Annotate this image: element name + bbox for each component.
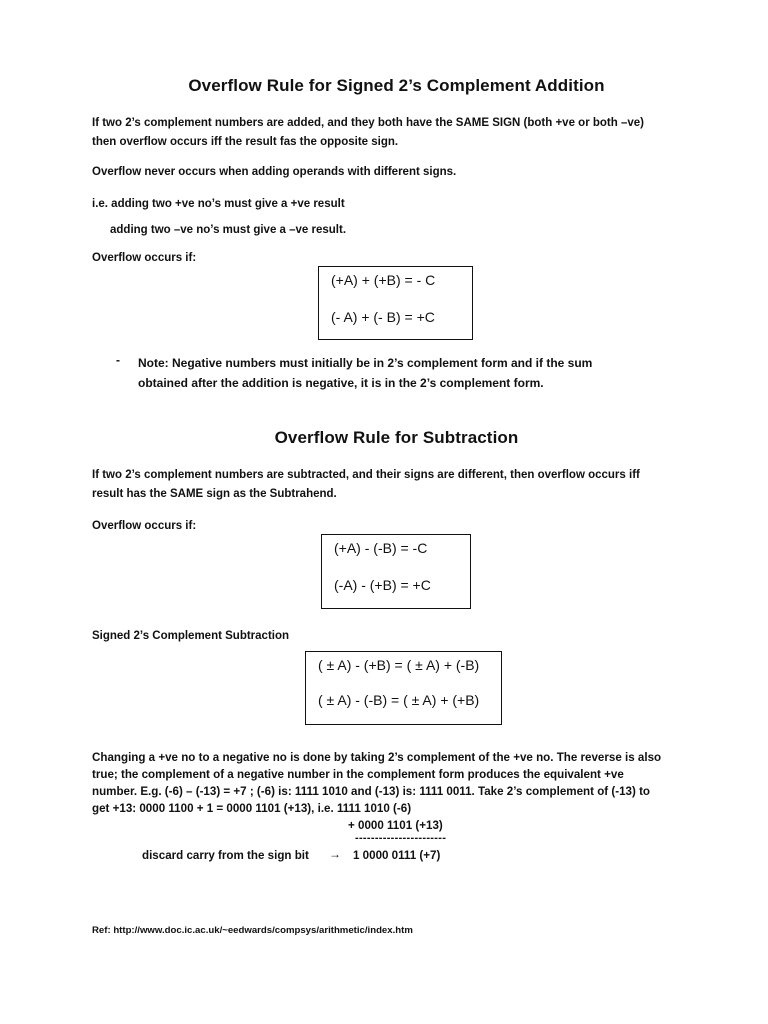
signed-box-eq2: ( ± A) - (-B) = ( ± A) + (+B)	[318, 692, 480, 708]
subtraction-overflow-box	[321, 534, 471, 609]
subtraction-overflow-label: Overflow occurs if:	[92, 520, 197, 532]
subtraction-box-eq2: (-A) - (+B) = +C	[334, 577, 431, 593]
note-line2: obtained after the addition is negative, it is in the 2’s complement form.	[138, 376, 544, 390]
addition-para2: Overflow never occurs when adding operands with different signs.	[92, 166, 457, 178]
addition-overflow-box	[318, 266, 473, 340]
example-line3: number. E.g. (-6) – (-13) = +7 ; (-6) is: 1111 1010 and (-13) is: 1111 0011. Take 2’s complement of (-13) to	[92, 785, 651, 798]
signed-subtraction-label: Signed 2’s Complement Subtraction	[92, 630, 290, 642]
right-arrow-icon: →	[329, 847, 341, 861]
note-label: Note:	[138, 356, 169, 370]
reference-footer: Ref: http://www.doc.ic.ac.uk/~eedwards/compsys/arithmetic/index.htm	[92, 925, 413, 936]
subtraction-box-eq1: (+A) - (-B) = -C	[334, 540, 428, 556]
addition-box-eq1: (+A) + (+B) = - C	[331, 272, 436, 288]
signed-subtraction-box	[305, 651, 502, 725]
example-result: 1 0000 0111 (+7)	[353, 849, 441, 862]
subtraction-para-line1: If two 2’s complement numbers are subtracted, and their signs are different, then overflow occurs iff	[92, 469, 640, 481]
example-line4: get +13: 0000 1100 + 1 = 0000 1101 (+13), i.e. 1111 1010 (-6)	[92, 802, 412, 815]
addition-title: Overflow Rule for Signed 2’s Complement Addition	[188, 76, 605, 95]
addition-para1-line1: If two 2’s complement numbers are added, and they both have the SAME SIGN (both +ve or both –ve)	[92, 117, 644, 129]
signed-box-eq1: ( ± A) - (+B) = ( ± A) + (-B)	[318, 657, 480, 673]
example-line6: -----------------------	[355, 832, 447, 844]
addition-overflow-label: Overflow occurs if:	[92, 252, 197, 264]
example-line1: Changing a +ve no to a negative no is done by taking 2’s complement of the +ve no. The reverse is also	[92, 751, 662, 764]
addition-box-eq2: (- A) + (- B) = +C	[331, 309, 435, 325]
note-dash: -	[116, 353, 120, 367]
example-line5: + 0000 1101 (+13)	[348, 819, 443, 832]
note-bold: if the sum	[535, 356, 593, 370]
ie-line2: adding two –ve no’s must give a –ve result.	[110, 224, 347, 236]
subtraction-para-line2: result has the SAME sign as the Subtrahend.	[92, 488, 337, 500]
note-line1	[138, 353, 718, 373]
subtraction-title: Overflow Rule for Subtraction	[274, 428, 519, 447]
example-line2: true; the complement of a negative number in the complement form produces the equivalent +ve	[92, 768, 624, 781]
addition-para1-line2: then overflow occurs iff the result fas the opposite sign.	[92, 136, 399, 148]
discard-label: discard carry from the sign bit	[142, 849, 309, 862]
note-text: Negative numbers must initially be in 2’s complement form and	[172, 356, 533, 370]
ie-line1: i.e. adding two +ve no’s must give a +ve result	[92, 198, 345, 210]
